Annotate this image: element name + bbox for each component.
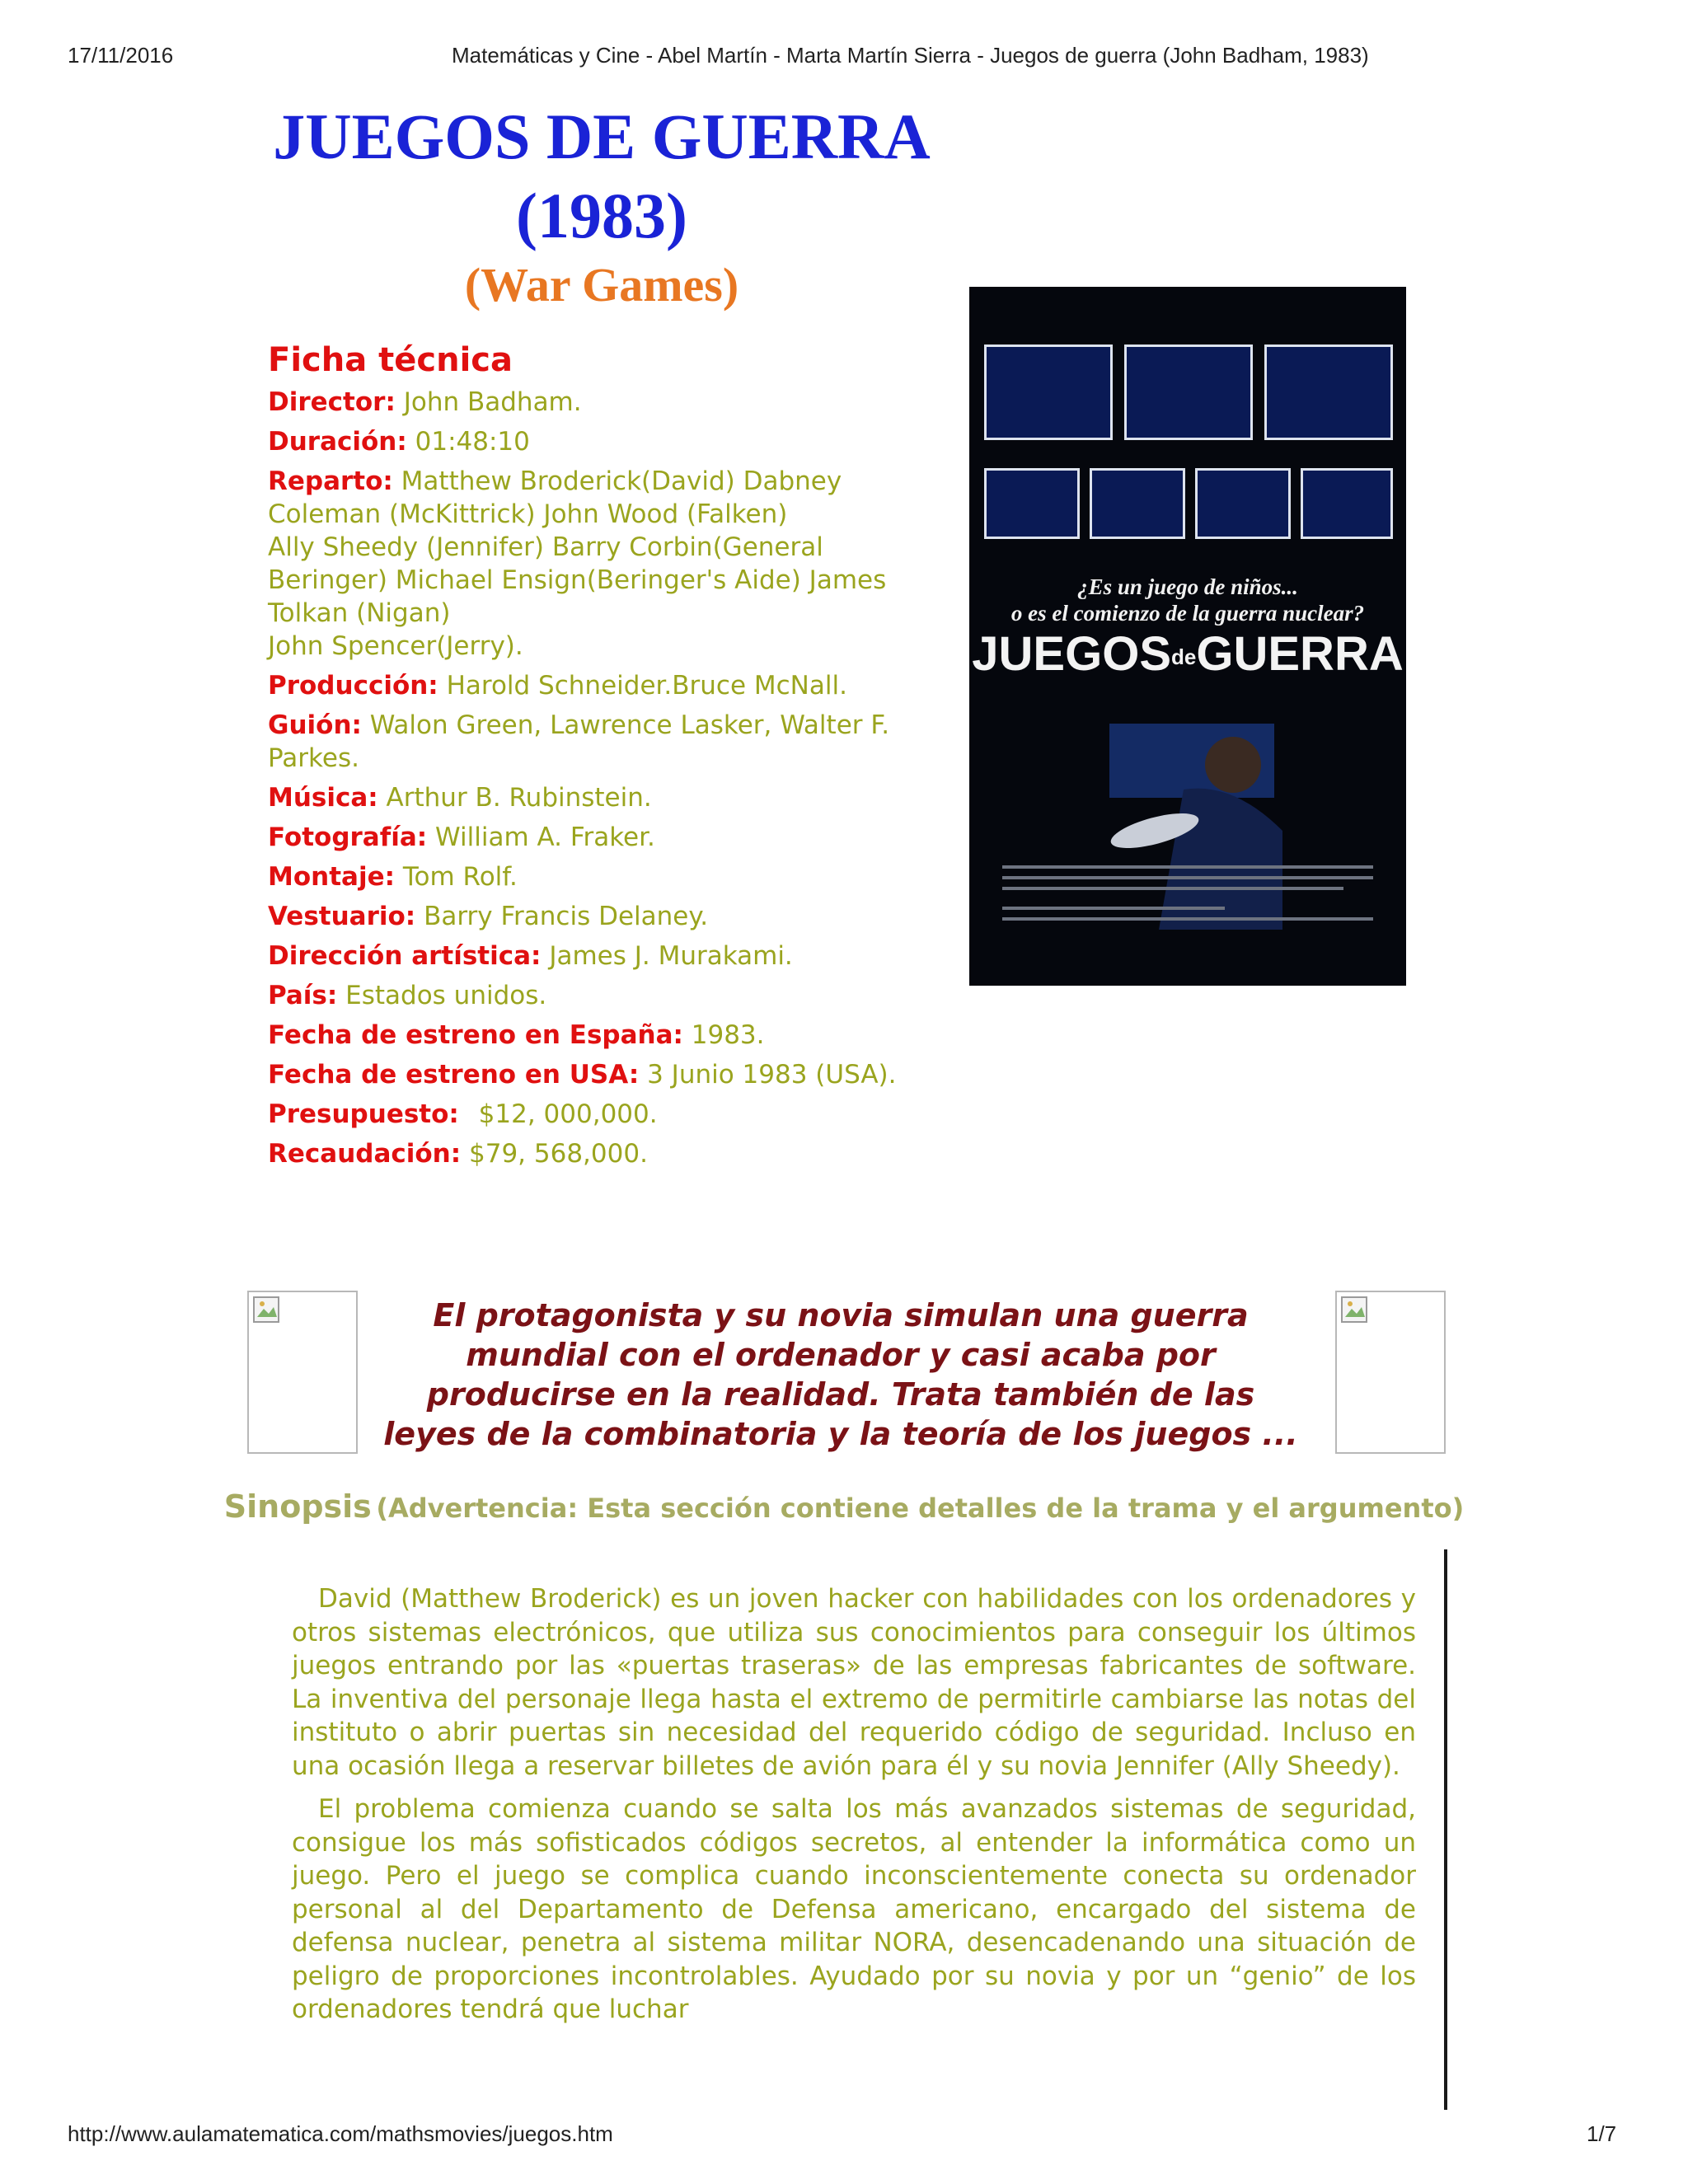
sinopsis-paragraph: El problema comienza cuando se salta los más avanzados sistemas de seguridad, consigue los más sofisticados códigos secretos, al entender la informática como un juego. Pero el juego se complica cuando inconscientemente conecta su ordenador personal al del Departamento de Defensa americano, encargado del sistema de defensa nuclear, penetra al sistema militar NORA, desencadenando una situación de peligro de proporciones incontrolables. Ayudado por su novia y por un “genio” de los ordenadores tendrá que luchar [292, 1794, 1416, 2024]
ficha-value: Walon Green, Lawrence Lasker, Walter F. [369, 710, 890, 740]
ficha-director [268, 386, 952, 419]
ficha-presupuesto [268, 1098, 952, 1131]
ficha-tecnica [268, 338, 952, 1177]
ficha-label: Vestuario: [268, 902, 416, 931]
sinopsis-warning: (Advertencia: Esta sección contiene detalles de la trama y el argumento) [376, 1493, 1465, 1524]
poster-tagline-line: o es el comienzo de la guerra nuclear? [1010, 601, 1365, 626]
movie-summary-tagline [354, 1296, 1327, 1454]
column-divider [1444, 1549, 1447, 2110]
page-title-year: (1983) [516, 180, 687, 251]
sinopsis-body [292, 1582, 1416, 2036]
ficha-recaudacion [268, 1137, 952, 1170]
ficha-estreno-usa [268, 1058, 952, 1091]
ficha-label: Reparto: [268, 466, 393, 496]
ficha-vestuario [268, 900, 952, 933]
ficha-fotografia [268, 821, 952, 854]
ficha-estreno-espana [268, 1019, 952, 1052]
ficha-heading: Ficha técnica [268, 341, 513, 379]
print-doc-title: Matemáticas y Cine - Abel Martín - Marta Martín Sierra - Juegos de guerra (John Badham, 1983) [452, 43, 1369, 68]
title-block [239, 97, 964, 315]
poster-screen [1090, 468, 1185, 539]
sinopsis-paragraph: David (Matthew Broderick) es un joven hacker con habilidades con los ordenadores y otros sistemas electrónicos, que utiliza sus conocimientos para conseguir los últimos juegos entrando por las «puertas traseras» de las empresas fabricantes de software. La inventiva del personaje llega hasta el extremo de permitirle cambiarse las notas del instituto o abrir puertas sin necesidad del requerido código de seguridad. Incluso en una ocasión llega a reservar billetes de avión para él y su novia Jennifer (Ally Sheedy). [292, 1584, 1416, 1781]
poster-title-part: GUERRA [1196, 627, 1404, 681]
ficha-value: $12, 000,000. [478, 1099, 658, 1129]
ficha-label: País: [268, 981, 338, 1010]
ficha-guion [268, 709, 952, 775]
poster-screens [984, 344, 1391, 592]
movie-poster [969, 287, 1406, 986]
poster-title-part: de [1171, 644, 1197, 670]
ficha-label: Duración: [268, 427, 407, 457]
ficha-produccion [268, 669, 952, 702]
poster-tagline-line: ¿Es un juego de niños... [1077, 574, 1298, 599]
ficha-value: Harold Schneider.Bruce McNall. [446, 671, 847, 701]
ficha-label: Guión: [268, 710, 362, 740]
ficha-montaje [268, 860, 952, 893]
ficha-value: Barry Francis Delaney. [424, 902, 709, 931]
poster-credits [1002, 865, 1373, 928]
ficha-label: Recaudación: [268, 1139, 462, 1169]
page-title: JUEGOS DE GUERRA [273, 101, 931, 172]
ficha-value: Matthew Broderick(David) Dabney [401, 466, 842, 496]
ficha-label: Música: [268, 783, 378, 813]
ficha-value: Beringer) Michael Ensign(Beringer's Aide) James [268, 565, 887, 595]
ficha-value: Tolkan (Nigan) [268, 598, 451, 628]
sinopsis-label: Sinopsis [223, 1488, 372, 1525]
original-title: (War Games) [464, 258, 739, 312]
ficha-value: William A. Fraker. [435, 823, 655, 852]
print-date: 17/11/2016 [68, 43, 174, 68]
ficha-duracion [268, 425, 952, 458]
poster-title [969, 626, 1406, 682]
poster-screen [1264, 344, 1393, 440]
ficha-musica [268, 781, 952, 814]
ficha-label: Montaje: [268, 862, 396, 892]
ficha-label: Dirección artística: [268, 941, 542, 971]
poster-screen [1301, 468, 1393, 539]
ficha-value: 1983. [691, 1020, 765, 1050]
sinopsis-heading [0, 1488, 1688, 1525]
ficha-direccion-artistica [268, 940, 952, 972]
tagline-line: El protagonista y su novia simulan una guerra [433, 1297, 1249, 1333]
broken-image-icon [1340, 1296, 1372, 1327]
poster-screen [984, 468, 1080, 539]
ficha-value: Estados unidos. [345, 981, 547, 1010]
ficha-value: James J. Murakami. [549, 941, 793, 971]
print-page-number: 1/7 [1587, 2121, 1617, 2146]
poster-title-part: JUEGOS [972, 627, 1172, 681]
ficha-label: Fecha de estreno en España: [268, 1020, 683, 1050]
ficha-label: Director: [268, 387, 396, 417]
ficha-label: Presupuesto: [268, 1099, 459, 1129]
ficha-value: John Badham. [403, 387, 582, 417]
ficha-value: $79, 568,000. [469, 1139, 648, 1169]
ficha-value: Ally Sheedy (Jennifer) Barry Corbin(General [268, 532, 823, 562]
ficha-value: 3 Junio 1983 (USA). [647, 1060, 897, 1090]
poster-screen [984, 344, 1113, 440]
print-url: http://www.aulamatematica.com/mathsmovies/juegos.htm [68, 2121, 613, 2146]
ficha-label: Fotografía: [268, 823, 428, 852]
ficha-pais [268, 979, 952, 1012]
ficha-value: Tom Rolf. [402, 862, 518, 892]
ficha-value: Coleman (McKittrick) John Wood (Falken) [268, 499, 788, 529]
ficha-label: Producción: [268, 671, 438, 701]
ficha-reparto [268, 465, 952, 663]
ficha-value: Arthur B. Rubinstein. [386, 783, 652, 813]
broken-image-icon [252, 1296, 284, 1327]
ficha-value: Parkes. [268, 743, 359, 773]
tagline-line: mundial con el ordenador y casi acaba por [466, 1337, 1216, 1373]
poster-screen [1195, 468, 1291, 539]
tagline-line: leyes de la combinatoria y la teoría de los juegos ... [383, 1416, 1298, 1452]
ficha-label: Fecha de estreno en USA: [268, 1060, 640, 1090]
poster-screen [1124, 344, 1253, 440]
tagline-line: producirse en la realidad. Trata también de las [426, 1376, 1255, 1413]
ficha-value: John Spencer(Jerry). [268, 631, 523, 661]
poster-tagline [969, 574, 1406, 626]
broken-image-right [1335, 1291, 1446, 1454]
broken-image-left [247, 1291, 358, 1454]
ficha-value: 01:48:10 [415, 427, 530, 457]
